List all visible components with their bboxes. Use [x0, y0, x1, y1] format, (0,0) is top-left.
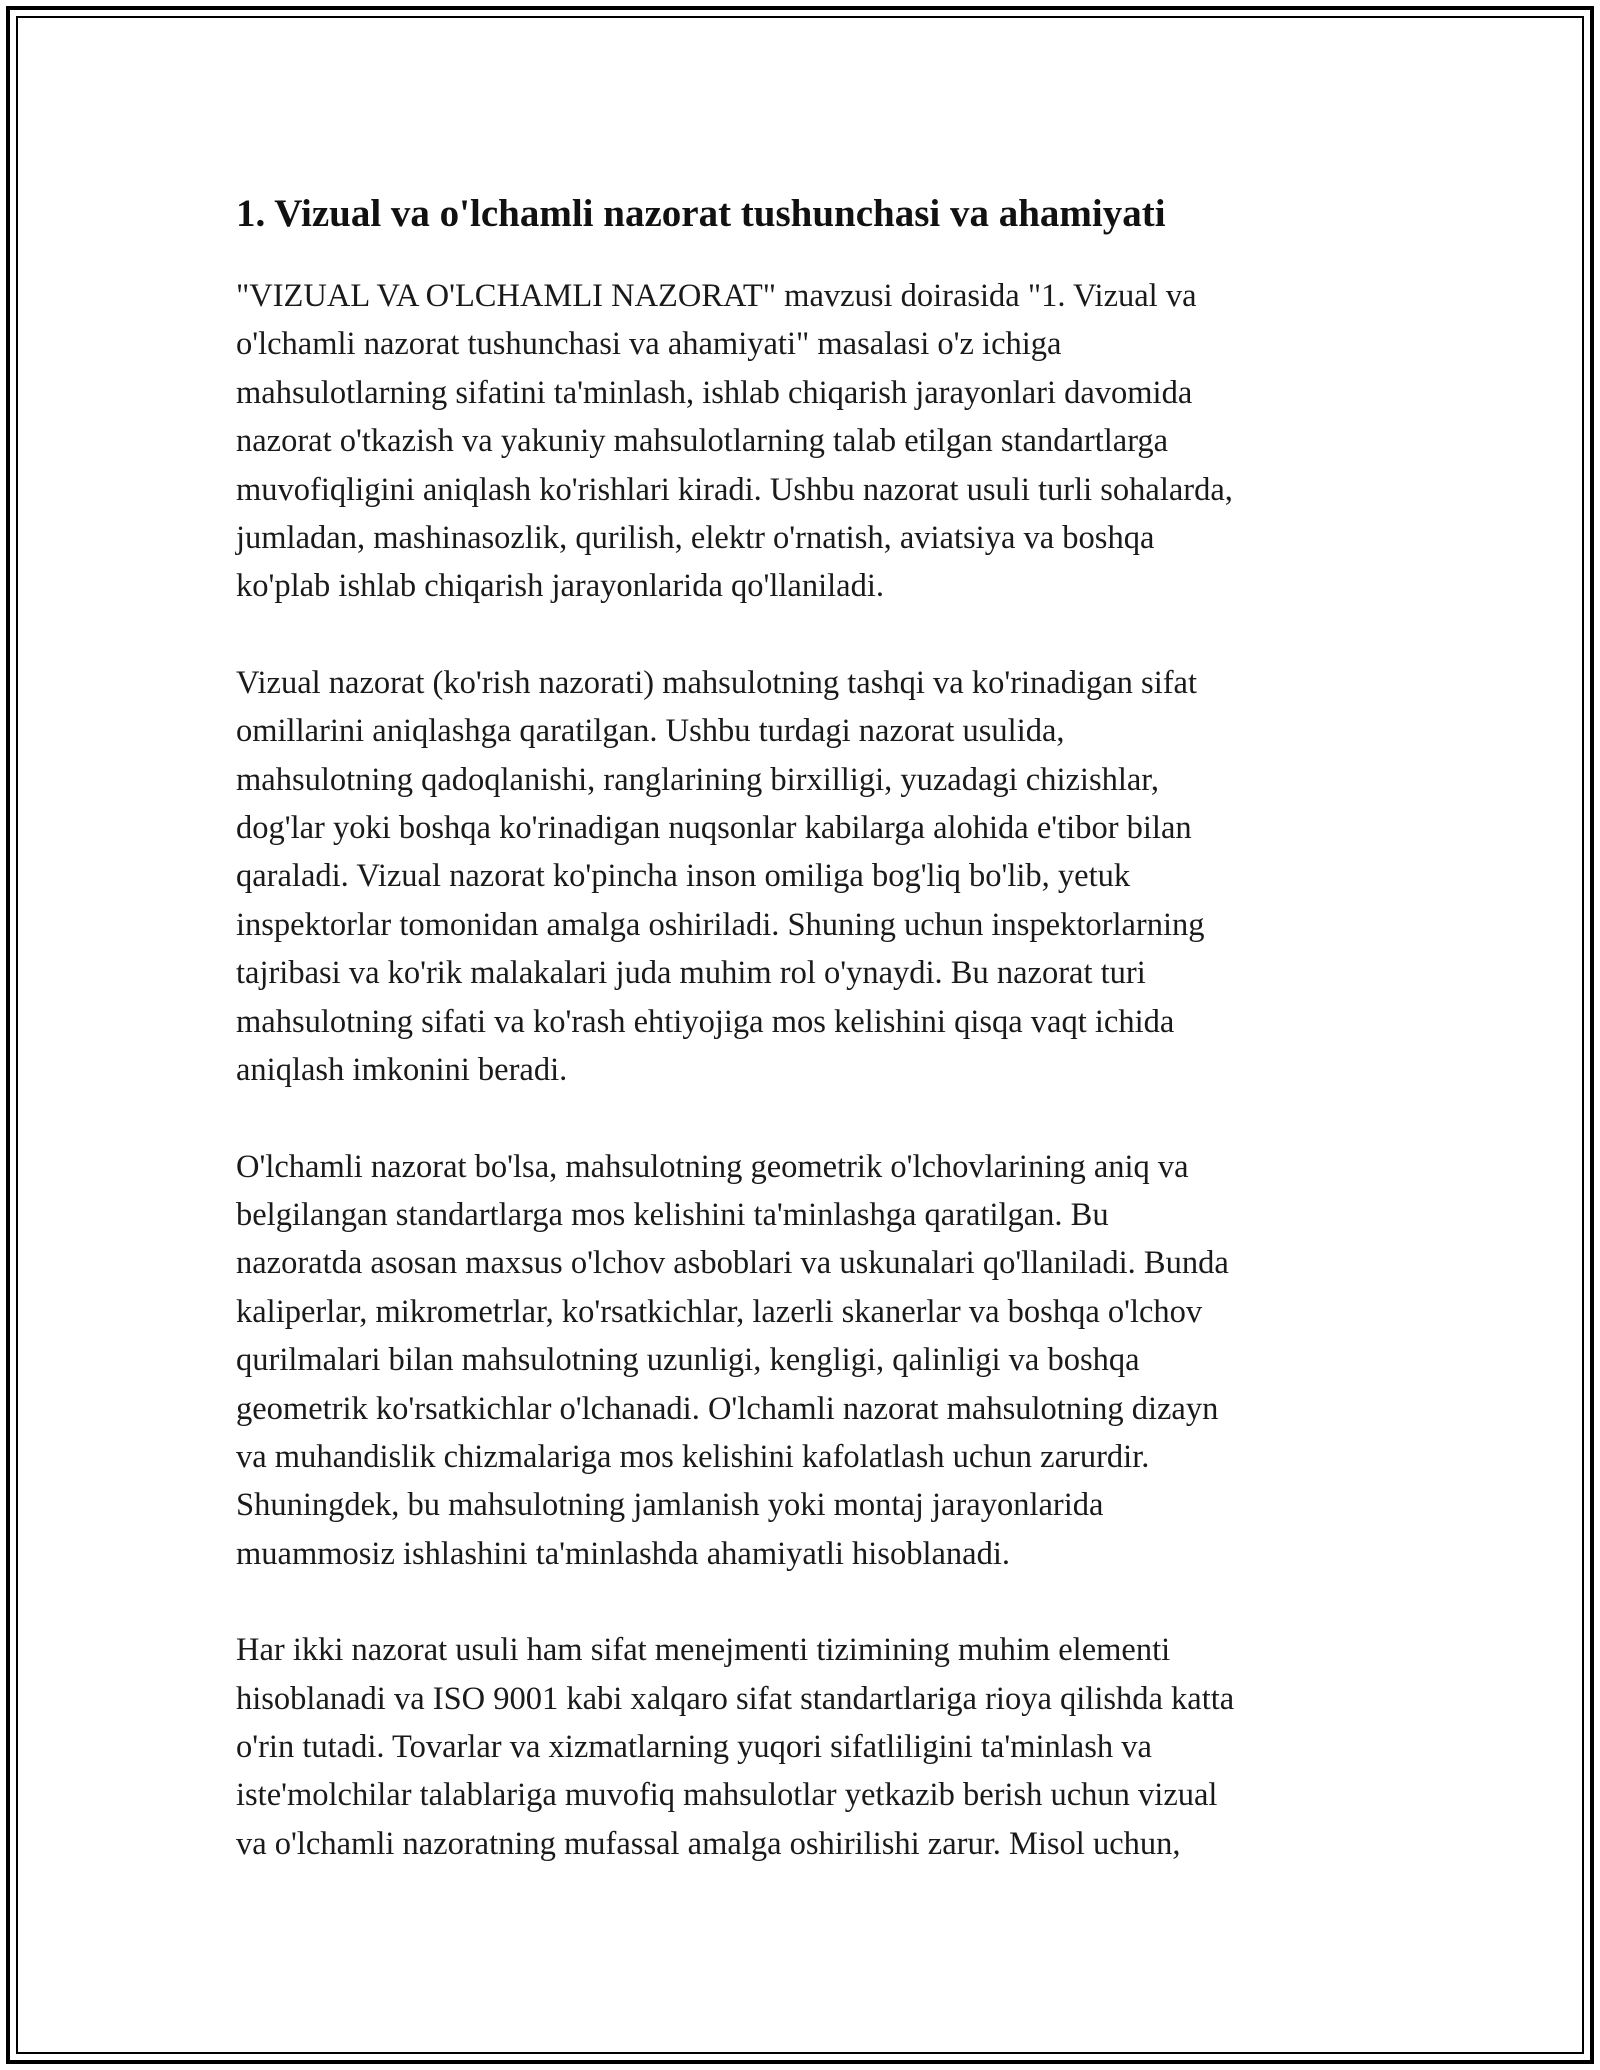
text-line: qaraladi. Vizual nazorat ko'pincha inson omiliga bog'liq bo'lib, yetuk: [236, 858, 1131, 895]
text-line: omillarini aniqlashga qaratilgan. Ushbu turdagi nazorat usulida,: [236, 713, 1065, 750]
text-line: kaliperlar, mikrometrlar, ko'rsatkichlar, lazerli skanerlar va boshqa o'lchov: [236, 1293, 1203, 1330]
text-line: muvofiqligini aniqlash ko'rishlari kiradi. Ushbu nazorat usuli turli sohalarda,: [236, 471, 1233, 508]
text-line: Shuningdek, bu mahsulotning jamlanish yoki montaj jarayonlarida: [236, 1487, 1104, 1524]
text-line: o'rin tutadi. Tovarlar va xizmatlarning yuqori sifatliligini ta'minlash va: [236, 1728, 1152, 1765]
text-line: va o'lchamli nazoratning mufassal amalga oshirilishi zarur. Misol uchun,: [236, 1825, 1181, 1862]
text-line: o'lchamli nazorat tushunchasi va ahamiyati" masalasi o'z ichiga: [236, 326, 1062, 363]
text-line: geometrik ko'rsatkichlar o'lchanadi. O'lchamli nazorat mahsulotning dizayn: [236, 1390, 1219, 1427]
paragraph-1: [236, 272, 1376, 611]
text-line: iste'molchilar talablariga muvofiq mahsulotlar yetkazib berish uchun vizual: [236, 1777, 1218, 1814]
text-line: Vizual nazorat (ko'rish nazorati) mahsulotning tashqi va ko'rinadigan sifat: [236, 664, 1198, 701]
text-line: nazoratda asosan maxsus o'lchov asboblari va uskunalari qo'llaniladi. Bunda: [236, 1245, 1229, 1282]
text-line: mahsulotning qadoqlanishi, ranglarining birxilligi, yuzadagi chizishlar,: [236, 761, 1159, 798]
text-line: mahsulotlarning sifatini ta'minlash, ishlab chiqarish jarayonlari davomida: [236, 374, 1193, 411]
text-line: tajribasi va ko'rik malakalari juda muhim rol o'ynaydi. Bu nazorat turi: [236, 955, 1146, 992]
text-line: aniqlash imkonini beradi.: [236, 1052, 568, 1089]
text-line: hisoblanadi va ISO 9001 kabi xalqaro sifat standartlariga rioya qilishda katta: [236, 1680, 1235, 1717]
text-line: Har ikki nazorat usuli ham sifat menejmenti tizimining muhim elementi: [236, 1632, 1171, 1669]
text-line: va muhandislik chizmalariga mos kelishini kafolatlash uchun zarurdir.: [236, 1438, 1150, 1475]
text-line: ko'plab ishlab chiqarish jarayonlarida qo'llaniladi.: [236, 568, 884, 605]
paragraph-2: [236, 659, 1376, 1095]
paragraph-3: [236, 1143, 1376, 1579]
text-line: O'lchamli nazorat bo'lsa, mahsulotning geometrik o'lchovlarining aniq va: [236, 1148, 1189, 1185]
text-line: dog'lar yoki boshqa ko'rinadigan nuqsonlar kabilarga alohida e'tibor bilan: [236, 810, 1192, 847]
section-heading: 1. Vizual va o'lchamli nazorat tushunchasi va ahamiyati: [236, 192, 1166, 235]
text-line: qurilmalari bilan mahsulotning uzunligi, kengligi, qalinligi va boshqa: [236, 1342, 1140, 1379]
paragraph-4: [236, 1626, 1376, 1868]
text-line: muammosiz ishlashini ta'minlashda ahamiyatli hisoblanadi.: [236, 1535, 1010, 1572]
text-line: nazorat o'tkazish va yakuniy mahsulotlarning talab etilgan standartlarga: [236, 423, 1169, 460]
text-line: inspektorlar tomonidan amalga oshiriladi. Shuning uchun inspektorlarning: [236, 906, 1205, 943]
text-line: jumladan, mashinasozlik, qurilish, elektr o'rnatish, aviatsiya va boshqa: [236, 520, 1155, 557]
document-body: [236, 186, 1376, 1916]
text-line: belgilangan standartlarga mos kelishini ta'minlashga qaratilgan. Bu: [236, 1196, 1109, 1233]
text-line: mahsulotning sifati va ko'rash ehtiyojiga mos kelishini qisqa vaqt ichida: [236, 1003, 1175, 1040]
text-line: "VIZUAL VA O'LCHAMLI NAZORAT" mavzusi doirasida "1. Vizual va: [236, 278, 1197, 314]
